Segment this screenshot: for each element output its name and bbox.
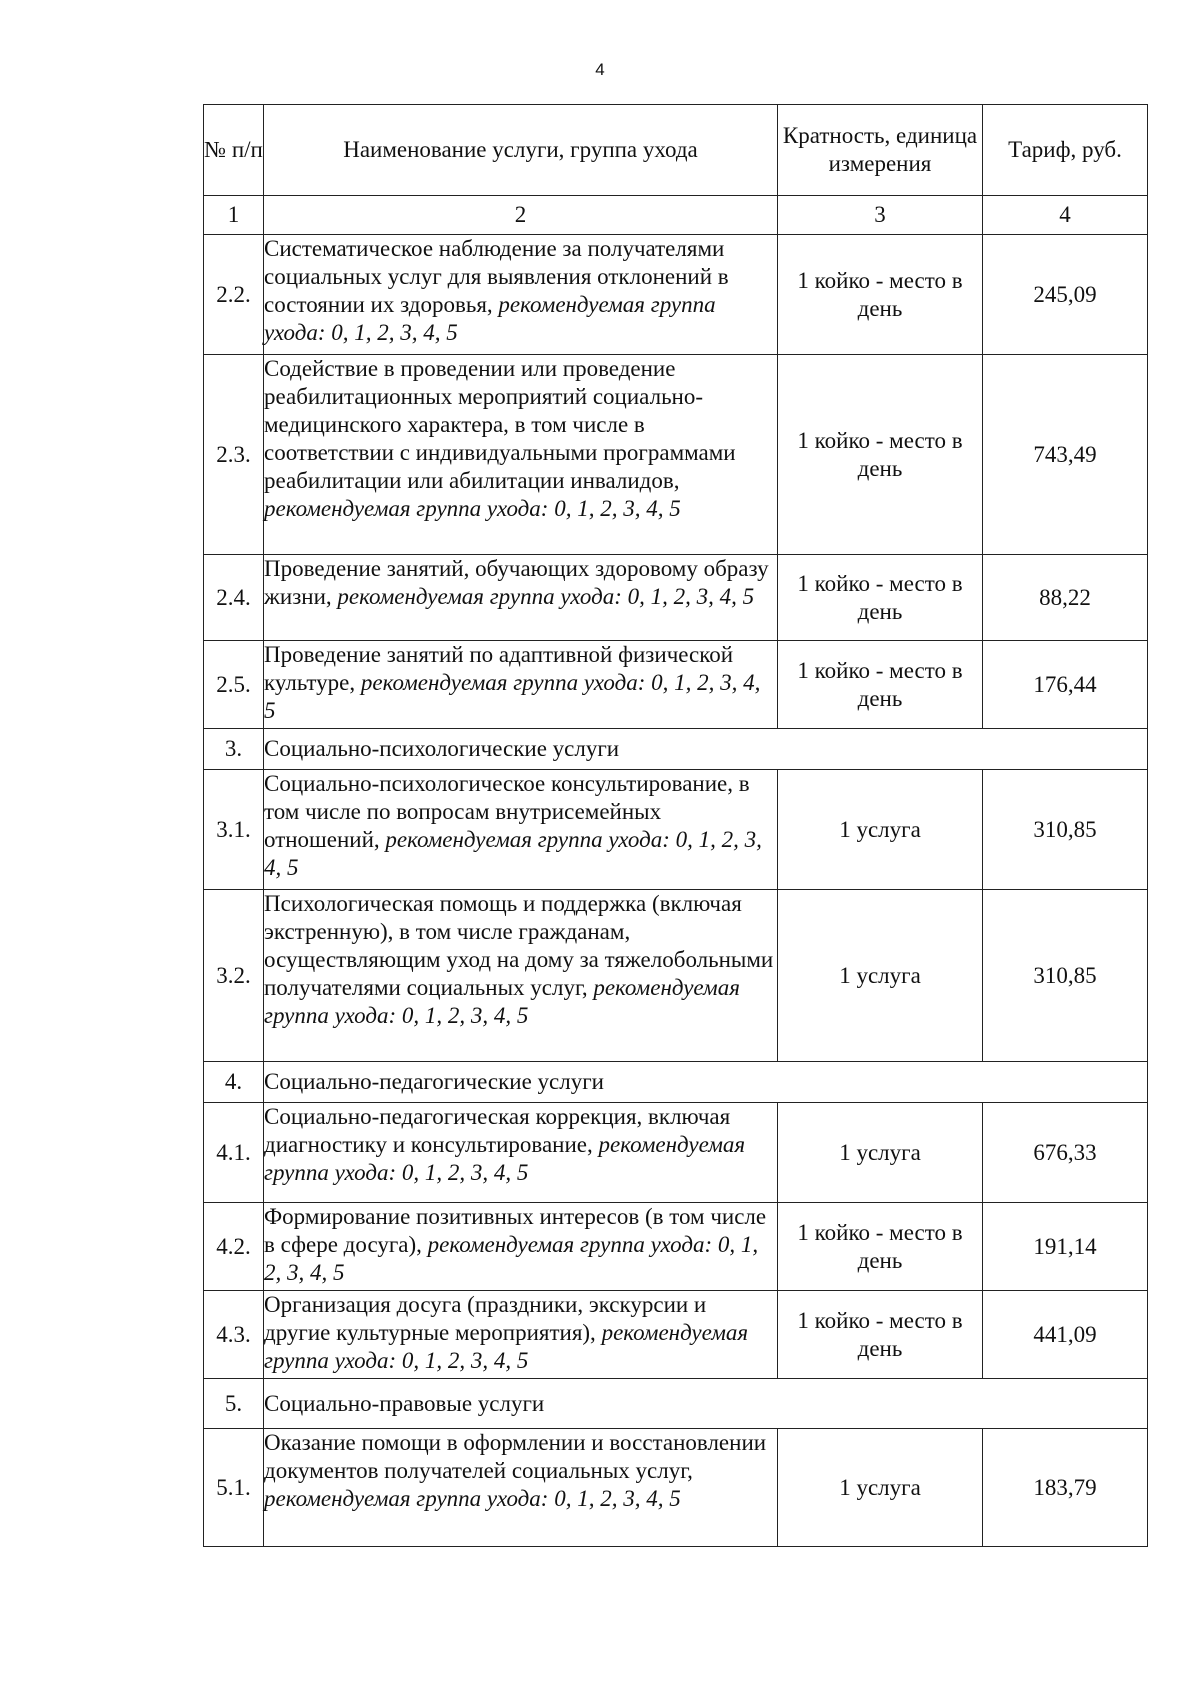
care-group: рекомендуемая группа ухода: 0, 1, 2, 3, 4, 5: [264, 496, 681, 521]
header-unit: Кратность, единица измерения: [778, 105, 983, 196]
service-name: [264, 1429, 778, 1547]
care-group: рекомендуемая группа ухода: 0, 1, 2, 3, 4, 5: [264, 1486, 681, 1511]
service-name-text: Проведение занятий, обучающих здоровому образу жизни,: [264, 556, 769, 609]
table-row: [204, 235, 1148, 355]
row-number: 3.2.: [204, 890, 264, 1062]
service-price: 441,09: [983, 1291, 1148, 1379]
row-number: 2.4.: [204, 555, 264, 641]
care-group: рекомендуемая группа ухода: 0, 1, 2, 3, 4, 5: [264, 975, 740, 1028]
tariff-table: [203, 104, 1148, 1547]
service-price: 176,44: [983, 641, 1148, 729]
row-number: 2.3.: [204, 355, 264, 555]
service-price: 191,14: [983, 1203, 1148, 1291]
row-number: 2.5.: [204, 641, 264, 729]
column-number-1: 1: [204, 196, 264, 235]
header-num: № п/п: [204, 105, 264, 196]
service-price: 183,79: [983, 1429, 1148, 1547]
service-unit: 1 койко - место в день: [778, 1291, 983, 1379]
section-row: [204, 1062, 1148, 1103]
row-number: 3.1.: [204, 770, 264, 890]
care-group: рекомендуемая группа ухода: 0, 1, 2, 3, 4, 5: [264, 1320, 749, 1373]
service-name: [264, 1103, 778, 1203]
header-name: Наименование услуги, группа ухода: [264, 105, 778, 196]
care-group: рекомендуемая группа ухода: 0, 1, 2, 3, 4, 5: [264, 827, 762, 880]
service-name-text: Оказание помощи в оформлении и восстановлении документов получателей социальных услуг,: [264, 1430, 767, 1483]
column-number-4: 4: [983, 196, 1148, 235]
care-group: рекомендуемая группа ухода: 0, 1, 2, 3, 4, 5: [264, 670, 761, 723]
table-row: [204, 355, 1148, 555]
row-number: 4.1.: [204, 1103, 264, 1203]
header-price: Тариф, руб.: [983, 105, 1148, 196]
service-name: [264, 235, 778, 355]
service-unit: 1 койко - место в день: [778, 235, 983, 355]
service-name: [264, 1203, 778, 1291]
page-number: 4: [595, 60, 605, 79]
service-price: 245,09: [983, 235, 1148, 355]
section-title: Социально-психологические услуги: [264, 729, 1148, 770]
service-unit: 1 койко - место в день: [778, 555, 983, 641]
section-title: Социально-педагогические услуги: [264, 1062, 1148, 1103]
table-row: [204, 890, 1148, 1062]
service-name-text: Формирование позитивных интересов (в том числе в сфере досуга),: [264, 1204, 767, 1257]
table-row: [204, 770, 1148, 890]
service-unit: 1 койко - место в день: [778, 641, 983, 729]
table-row: [204, 555, 1148, 641]
care-group: рекомендуемая группа ухода: 0, 1, 2, 3, 4, 5: [264, 1232, 759, 1285]
section-number: 3.: [204, 729, 264, 770]
column-number-row: [204, 196, 1148, 235]
service-price: 310,85: [983, 890, 1148, 1062]
service-name: [264, 1291, 778, 1379]
service-price: 88,22: [983, 555, 1148, 641]
service-unit: 1 услуга: [778, 1429, 983, 1547]
care-group: рекомендуемая группа ухода: 0, 1, 2, 3, 4, 5: [264, 292, 716, 345]
service-unit: 1 услуга: [778, 1103, 983, 1203]
service-name: [264, 641, 778, 729]
table-row: [204, 1203, 1148, 1291]
section-row: [204, 729, 1148, 770]
service-name-text: Социально-психологическое консультирование, в том числе по вопросам внутрисемейных отношений,: [264, 771, 750, 852]
table-row: [204, 1429, 1148, 1547]
service-price: 743,49: [983, 355, 1148, 555]
service-name: [264, 355, 778, 555]
service-price: 310,85: [983, 770, 1148, 890]
service-unit: 1 услуга: [778, 770, 983, 890]
section-number: 4.: [204, 1062, 264, 1103]
service-name-text: Организация досуга (праздники, экскурсии и другие культурные мероприятия),: [264, 1292, 707, 1345]
service-unit: 1 койко - место в день: [778, 1203, 983, 1291]
service-name-text: Проведение занятий по адаптивной физической культуре,: [264, 642, 734, 695]
table-row: [204, 641, 1148, 729]
section-number: 5.: [204, 1379, 264, 1429]
service-unit: 1 койко - место в день: [778, 355, 983, 555]
section-row: [204, 1379, 1148, 1429]
table-row: [204, 1103, 1148, 1203]
care-group: рекомендуемая группа ухода: 0, 1, 2, 3, 4, 5: [264, 1132, 746, 1185]
care-group: рекомендуемая группа ухода: 0, 1, 2, 3, 4, 5: [337, 584, 755, 609]
service-name-text: Содействие в проведении или проведение реабилитационных мероприятий социально-медицинского характера, в том числе в соответствии с индивидуальными программами реабилитации или абилитации инвалидов,: [264, 356, 736, 493]
service-name-text: Систематическое наблюдение за получателями социальных услуг для выявления отклонений в состоянии их здоровья,: [264, 236, 729, 317]
section-title: Социально-правовые услуги: [264, 1379, 1148, 1429]
column-number-3: 3: [778, 196, 983, 235]
service-name: [264, 555, 778, 641]
row-number: 4.3.: [204, 1291, 264, 1379]
service-unit: 1 услуга: [778, 890, 983, 1062]
row-number: 4.2.: [204, 1203, 264, 1291]
table-row: [204, 1291, 1148, 1379]
table-header-row: [204, 105, 1148, 196]
service-name-text: Социально-педагогическая коррекция, включая диагностику и консультирование,: [264, 1104, 731, 1157]
row-number: 2.2.: [204, 235, 264, 355]
row-number: 5.1.: [204, 1429, 264, 1547]
service-name: [264, 770, 778, 890]
service-price: 676,33: [983, 1103, 1148, 1203]
service-name: [264, 890, 778, 1062]
service-name-text: Психологическая помощь и поддержка (включая экстренную), в том числе гражданам, осуществляющим уход на дому за тяжелобольными получателями социальных услуг,: [264, 891, 774, 1000]
column-number-2: 2: [264, 196, 778, 235]
